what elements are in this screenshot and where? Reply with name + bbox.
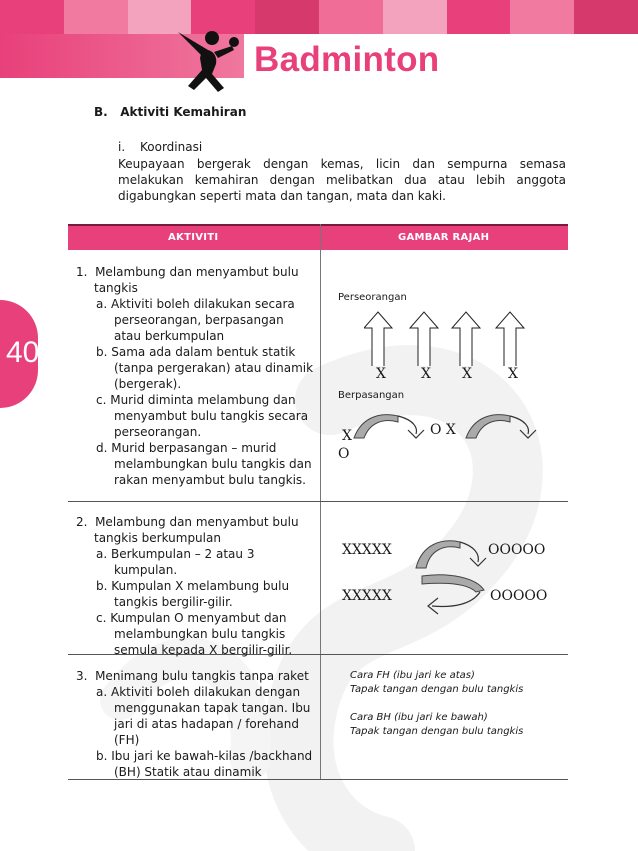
header-aktiviti: AKTIVITI — [168, 232, 219, 243]
page-title: Badminton — [254, 40, 440, 79]
row-main-text: 1. Melambung dan menyambut bulu tangkis — [76, 265, 299, 295]
row-item: a. Aktiviti boleh dilakukan secara perseorangan, berpasangan atau berkumpulan — [96, 297, 295, 343]
row-item: b. Sama ada dalam bentuk statik (tanpa pergerakan) atau dinamik (bergerak). — [96, 345, 314, 391]
table-row — [76, 668, 314, 780]
up-arrow — [410, 312, 438, 366]
row-item: b. Kumpulan X melambung bulu tangkis bergilir-gilir. — [96, 579, 290, 609]
header-gambar-rajah: GAMBAR RAJAH — [398, 232, 490, 243]
sub-heading-number: i. — [118, 140, 126, 154]
mark-o-x: O X — [430, 422, 456, 438]
column-divider — [320, 224, 321, 780]
row-divider — [68, 501, 568, 502]
group-x-bottom: XXXXX — [342, 588, 392, 604]
mark-x: X — [462, 366, 472, 382]
up-arrows-diagram — [364, 310, 534, 366]
label-perseorangan: Perseorangan — [338, 292, 407, 303]
row-item: c. Murid diminta melambung dan menyambut bulu tangkis secara perseorangan. — [96, 393, 309, 439]
row-item: c. Kumpulan O menyambut dan melambungkan bulu tangkis semula kepada X bergilir-gilir. — [96, 611, 293, 657]
mark-x: X — [376, 366, 386, 382]
up-arrow — [452, 312, 480, 366]
mark-o: O — [338, 446, 350, 462]
activity-table — [68, 224, 568, 780]
fh-line-1: Cara FH (ibu jari ke atas) — [350, 670, 475, 681]
group-x-top: XXXXX — [342, 542, 392, 558]
section-heading: B. Aktiviti Kemahiran — [94, 105, 247, 119]
group-o-top: OOOOO — [488, 542, 546, 558]
group-arrow-left — [414, 572, 494, 616]
mark-x: X — [508, 366, 518, 382]
row-main-text: 3. Menimang bulu tangkis tanpa raket — [76, 669, 309, 683]
row-main-text: 2. Melambung dan menyambut bulu tangkis berkumpulan — [76, 515, 299, 545]
mark-x: X — [421, 366, 431, 382]
group-arrow-right — [412, 534, 492, 572]
sub-heading-text: Koordinasi — [140, 140, 203, 154]
mark-x: X — [342, 428, 352, 444]
curved-arrow — [466, 415, 510, 438]
bh-line-1: Cara BH (ibu jari ke bawah) — [350, 712, 488, 723]
up-arrow — [496, 312, 524, 366]
table-header — [68, 224, 568, 250]
table-row — [76, 264, 314, 488]
page-number: 40 — [6, 336, 40, 369]
badminton-player-icon — [172, 28, 240, 96]
bh-line-2: Tapak tangan dengan bulu tangkis — [350, 726, 524, 737]
description-paragraph: Keupayaan bergerak dengan kemas, licin dan sempurna semasa melakukan kemahiran dengan melibatkan dua atau lebih anggota digabungkan seperti mata dan tangan, mata dan kaki. — [118, 157, 566, 203]
row-item: a. Aktiviti boleh dilakukan dengan menggunakan tapak tangan. Ibu jari di atas hadapan / forehand (FH) — [96, 685, 311, 747]
up-arrow — [364, 312, 392, 366]
fh-line-2: Tapak tangan dengan bulu tangkis — [350, 684, 524, 695]
table-row — [76, 514, 314, 658]
group-o-bottom: OOOOO — [490, 588, 548, 604]
sub-heading — [118, 140, 202, 154]
curved-arrow — [354, 415, 398, 438]
label-berpasangan: Berpasangan — [338, 390, 405, 401]
row-item: d. Murid berpasangan – murid melambungkan bulu tangkis dan rakan menyambut bulu tangkis. — [96, 441, 312, 487]
row-item: b. Ibu jari ke bawah-kilas /backhand (BH) Statik atau dinamik — [96, 749, 313, 779]
row-item: a. Berkumpulan – 2 atau 3 kumpulan. — [96, 547, 255, 577]
